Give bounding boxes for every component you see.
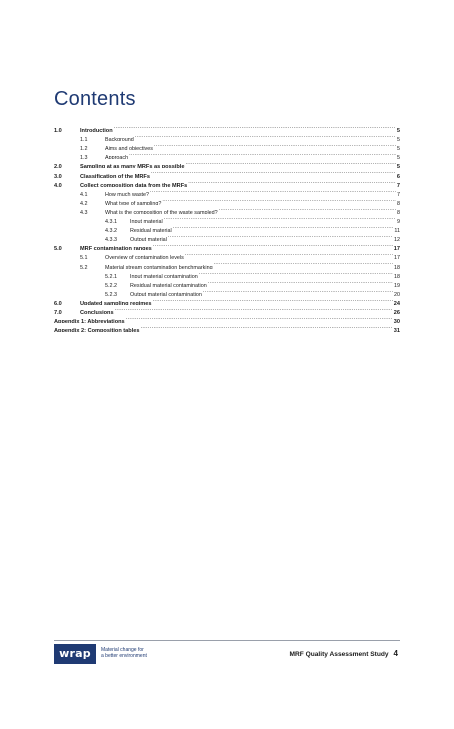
toc-entry[interactable]: [54, 323, 400, 332]
toc-entry-title: Appendix 1: Abbreviations: [54, 319, 125, 324]
toc-entry-title: Output material: [130, 237, 167, 242]
toc-entry-title: Introduction: [80, 128, 113, 133]
toc-entry-title: Residual material contamination: [130, 282, 207, 287]
page-title: Contents: [54, 88, 136, 110]
toc-entry[interactable]: [54, 223, 400, 232]
toc-leader-dots: [219, 205, 396, 214]
toc-entry-title: Output material contamination: [130, 291, 202, 296]
toc-leader-dots: [129, 150, 396, 159]
toc-entry-number: 2.0: [54, 164, 62, 169]
toc-leader-dots: [164, 214, 396, 223]
toc-leader-dots: [188, 178, 396, 187]
toc-entry-title: How much waste?: [105, 191, 150, 196]
toc-entry-page: 30: [393, 319, 400, 324]
toc-leader-dots: [162, 196, 396, 205]
toc-leader-dots: [126, 314, 393, 323]
toc-entry-page: 24: [393, 300, 400, 305]
toc-entry-page: 5: [396, 164, 400, 169]
toc-entry-number: 5.2.2: [105, 282, 117, 287]
toc-entry[interactable]: [54, 132, 400, 141]
toc-entry-page: 5: [397, 137, 400, 142]
toc-entry-page: 26: [393, 309, 400, 314]
toc-entry-page: 20: [394, 291, 400, 296]
toc-entry-page: 11: [394, 228, 400, 233]
toc-entry[interactable]: [54, 241, 400, 250]
toc-entry-page: 9: [397, 219, 400, 224]
toc-entry-number: 4.3.3: [105, 237, 117, 242]
toc-entry-number: 4.1: [80, 191, 88, 196]
toc-entry-page: 6: [396, 173, 400, 178]
toc-entry[interactable]: [54, 314, 400, 323]
toc-leader-dots: [153, 241, 393, 250]
toc-leader-dots: [185, 159, 395, 168]
toc-leader-dots: [208, 278, 393, 287]
toc-leader-dots: [150, 187, 396, 196]
toc-entry[interactable]: [54, 269, 400, 278]
toc-entry-page: 5: [397, 155, 400, 160]
toc-leader-dots: [214, 259, 393, 268]
toc-entry-title: Approach: [105, 155, 129, 160]
toc-entry[interactable]: [54, 305, 400, 314]
toc-entry-title: Classification of the MRFs: [80, 173, 150, 178]
toc-entry-title: Updated sampling regimes: [80, 300, 152, 305]
logo-tagline: [101, 647, 147, 659]
toc-entry-title: MRF contamination ranges: [80, 246, 152, 251]
toc-entry-number: 5.2.3: [105, 291, 117, 296]
toc-entry-page: 18: [394, 273, 400, 278]
toc-entry[interactable]: [54, 196, 400, 205]
toc-entry-number: 4.3.1: [105, 219, 117, 224]
toc-leader-dots: [114, 123, 396, 132]
toc-entry-page: 8: [397, 209, 400, 214]
toc-entry-title: Collect composition data from the MRFs: [80, 182, 188, 187]
wrap-logo: wrap: [54, 644, 96, 664]
toc-entry-page: 7: [396, 182, 400, 187]
toc-entry-page: 5: [397, 146, 400, 151]
toc-entry-title: Sampling at as many MRFs as possible: [80, 164, 185, 169]
toc-entry[interactable]: [54, 278, 400, 287]
toc-entry-number: 1.2: [80, 146, 88, 151]
toc-entry-number: 5.2: [80, 264, 88, 269]
toc-entry-number: 1.3: [80, 155, 88, 160]
toc-entry-page: 17: [394, 255, 400, 260]
toc-entry-number: 5.2.1: [105, 273, 117, 278]
toc-entry-title: Input material contamination: [130, 273, 198, 278]
toc-entry[interactable]: [54, 123, 400, 132]
toc-entry[interactable]: [54, 232, 400, 241]
toc-leader-dots: [115, 305, 393, 314]
toc-entry[interactable]: [54, 168, 400, 177]
toc-entry-number: 4.3: [80, 209, 88, 214]
toc-entry-number: 4.2: [80, 200, 88, 205]
toc-entry-page: 19: [394, 282, 400, 287]
toc-entry-number: 6.0: [54, 300, 62, 305]
toc-entry-title: Input material: [130, 219, 163, 224]
toc-entry[interactable]: [54, 187, 400, 196]
toc-entry-page: 5: [396, 128, 400, 133]
footer-page-number: 4: [393, 649, 398, 658]
toc-entry-number: 3.0: [54, 173, 62, 178]
toc-leader-dots: [140, 323, 392, 332]
toc-entry-page: 31: [393, 328, 400, 333]
toc-entry-title: Material stream contamination benchmarking: [105, 264, 213, 269]
toc-entry-number: 5.1: [80, 255, 88, 260]
toc-entry-title: Aims and objectives: [105, 146, 153, 151]
toc-leader-dots: [203, 287, 393, 296]
toc-leader-dots: [153, 296, 393, 305]
toc-entry[interactable]: [54, 296, 400, 305]
toc-leader-dots: [173, 223, 394, 232]
toc-entry-title: What is the composition of the waste sampled?: [105, 209, 218, 214]
toc-entry[interactable]: [54, 150, 400, 159]
table-of-contents: [54, 123, 400, 332]
toc-entry-number: 7.0: [54, 309, 62, 314]
footer-document-title: MRF Quality Assessment Study: [289, 651, 389, 658]
toc-entry[interactable]: [54, 205, 400, 214]
toc-entry[interactable]: [54, 259, 400, 268]
toc-entry-page: 12: [394, 237, 400, 242]
toc-entry[interactable]: [54, 178, 400, 187]
toc-leader-dots: [135, 132, 396, 141]
toc-entry-number: 1.1: [80, 137, 88, 142]
toc-entry-number: 1.0: [54, 128, 62, 133]
toc-entry-page: 17: [393, 246, 400, 251]
toc-entry-title: Appendix 2: Composition tables: [54, 328, 140, 333]
toc-leader-dots: [151, 168, 396, 177]
toc-entry-page: 7: [397, 191, 400, 196]
footer-divider: [54, 640, 400, 641]
toc-entry[interactable]: [54, 250, 400, 259]
toc-leader-dots: [185, 250, 393, 259]
toc-entry[interactable]: [54, 141, 400, 150]
toc-entry-title: Overview of contamination levels: [105, 255, 184, 260]
toc-entry-title: Residual material: [130, 228, 172, 233]
toc-entry[interactable]: [54, 287, 400, 296]
tagline-line-2: a better environment: [101, 653, 147, 659]
toc-entry-number: 4.0: [54, 182, 62, 187]
toc-entry-number: 4.3.2: [105, 228, 117, 233]
toc-entry-number: 5.0: [54, 246, 62, 251]
toc-leader-dots: [199, 269, 393, 278]
footer-document-info: [289, 649, 398, 658]
toc-entry-title: What type of sampling?: [105, 200, 162, 205]
toc-entry[interactable]: [54, 214, 400, 223]
toc-entry-page: 8: [397, 200, 400, 205]
toc-entry-title: Background: [105, 137, 134, 142]
toc-entry[interactable]: [54, 159, 400, 168]
toc-leader-dots: [154, 141, 396, 150]
toc-entry-title: Conclusions: [80, 309, 114, 314]
tagline-line-1: Material change for: [101, 647, 144, 653]
toc-entry-page: 18: [394, 264, 400, 269]
toc-leader-dots: [168, 232, 393, 241]
